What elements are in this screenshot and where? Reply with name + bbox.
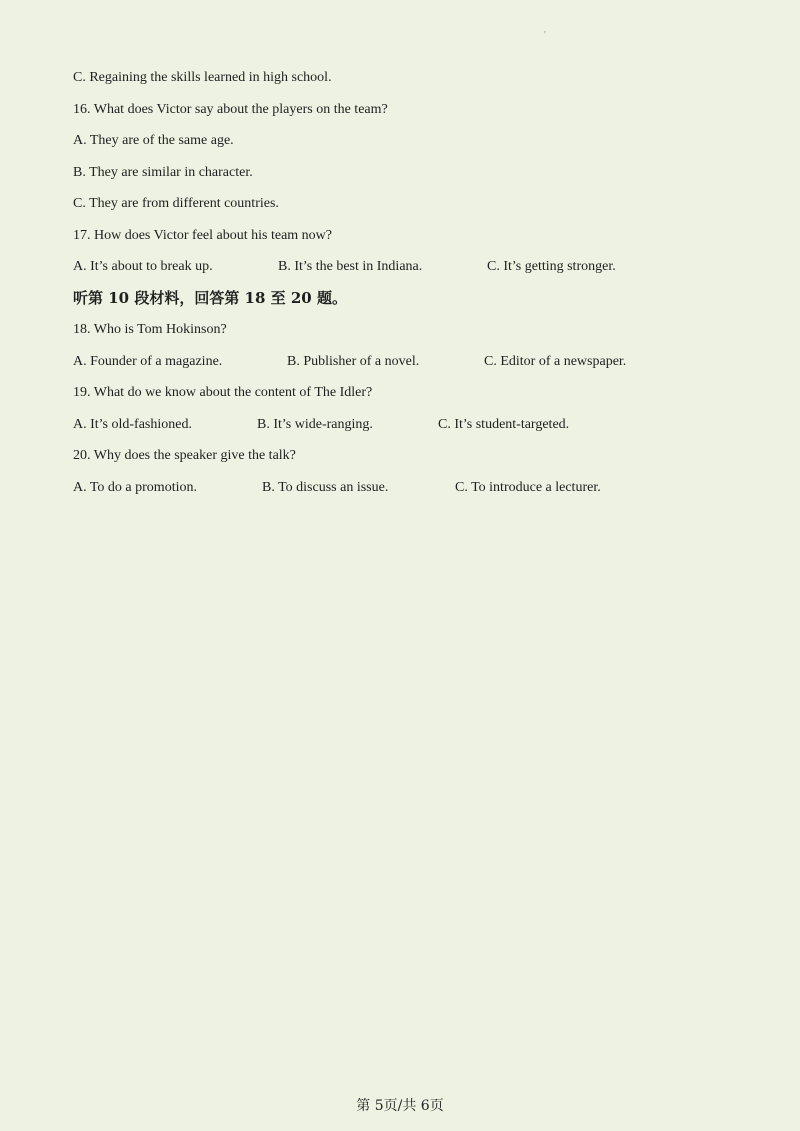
q16-option-b: B. They are similar in character. bbox=[73, 165, 253, 180]
q17-option-b: B. It’s the best in Indiana. bbox=[278, 259, 423, 274]
page-number-footer: 第 5页/共 6页 bbox=[356, 1098, 444, 1114]
q18-option-b: B. Publisher of a novel. bbox=[287, 354, 420, 369]
q20-option-b: B. To discuss an issue. bbox=[262, 480, 389, 495]
q19-option-a: A. It’s old-fashioned. bbox=[73, 417, 192, 432]
q20-question: 20. Why does the speaker give the talk? bbox=[73, 448, 296, 463]
q17-option-c: C. It’s getting stronger. bbox=[487, 259, 616, 274]
q16-option-a: A. They are of the same age. bbox=[73, 133, 234, 148]
q18-option-c: C. Editor of a newspaper. bbox=[484, 354, 627, 369]
q19-question: 19. What do we know about the content of The Idler? bbox=[73, 385, 373, 400]
q19-option-b: B. It’s wide-ranging. bbox=[257, 417, 373, 432]
q16-question: 16. What does Victor say about the players on the team? bbox=[73, 102, 388, 117]
section-heading: 听第 10 段材料，回答第 18 至 20 题。 bbox=[73, 289, 347, 307]
q17-question: 17. How does Victor feel about his team now? bbox=[73, 228, 333, 243]
q15-option-c: C. Regaining the skills learned in high school. bbox=[73, 70, 332, 85]
q18-option-a: A. Founder of a magazine. bbox=[73, 354, 223, 369]
q18-question: 18. Who is Tom Hokinson? bbox=[73, 322, 227, 337]
q17-option-a: A. It’s about to break up. bbox=[73, 259, 213, 274]
q16-option-c: C. They are from different countries. bbox=[73, 196, 279, 211]
q19-option-c: C. It’s student-targeted. bbox=[438, 417, 570, 432]
q20-option-a: A. To do a promotion. bbox=[73, 480, 197, 495]
header-mark: ' bbox=[544, 30, 546, 41]
q20-option-c: C. To introduce a lecturer. bbox=[455, 480, 601, 495]
